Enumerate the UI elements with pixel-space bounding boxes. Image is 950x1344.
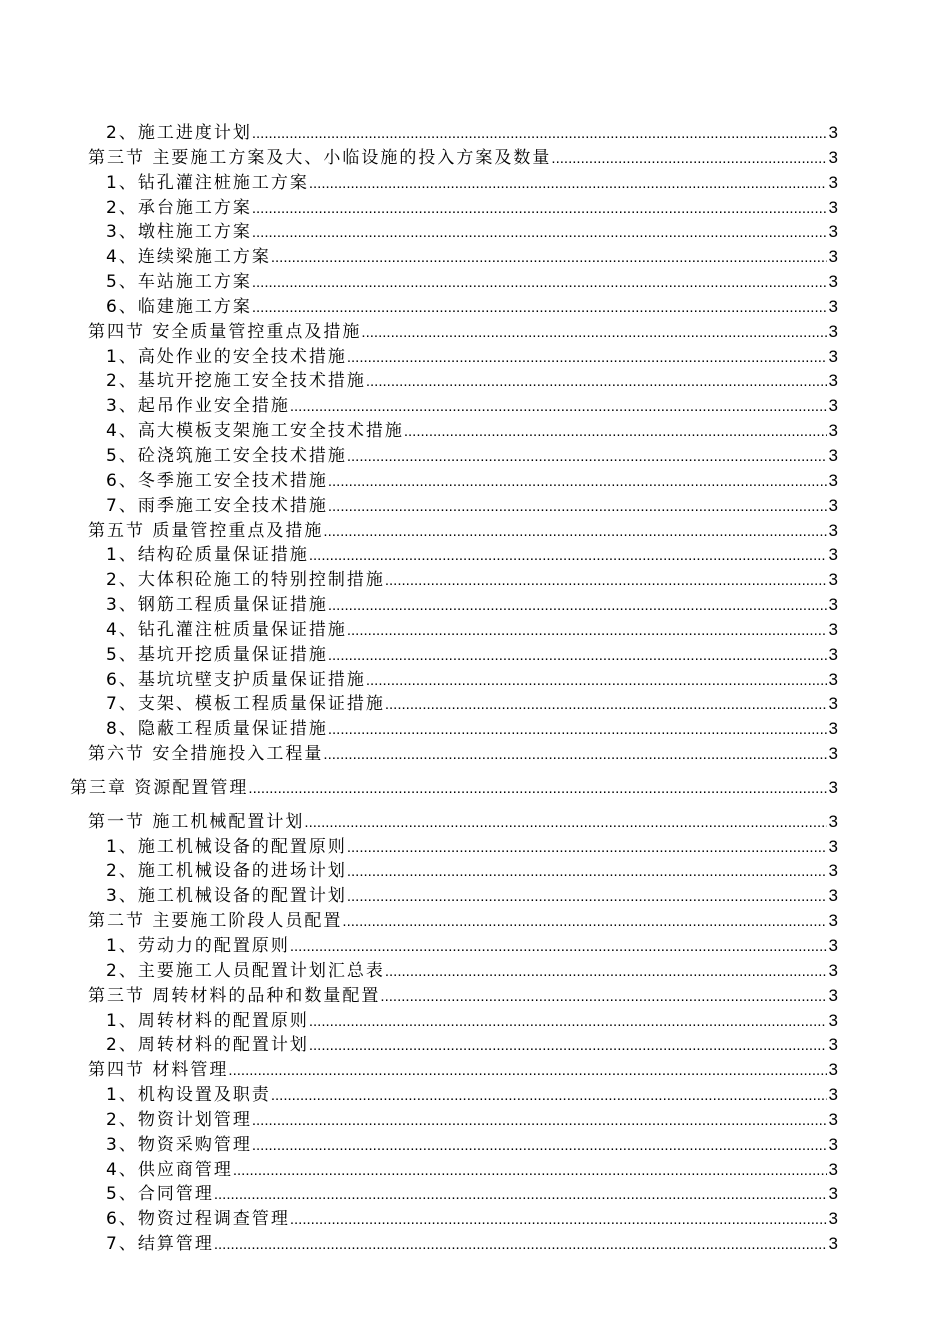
toc-item-entry[interactable] bbox=[0, 295, 950, 320]
toc-page-number: 3 bbox=[828, 421, 838, 441]
toc-dot-leader bbox=[252, 197, 827, 222]
toc-item-entry[interactable] bbox=[0, 1207, 950, 1232]
toc-entry-title: 2、施工进度计划 bbox=[106, 123, 252, 143]
toc-dot-leader bbox=[366, 669, 827, 694]
toc-item-entry[interactable] bbox=[0, 1108, 950, 1133]
toc-dot-leader bbox=[252, 1134, 827, 1159]
toc-section-entry[interactable] bbox=[0, 984, 950, 1009]
toc-dot-leader bbox=[233, 1159, 827, 1184]
toc-entry-title: 1、高处作业的安全技术措施 bbox=[106, 346, 347, 367]
toc-item-entry[interactable] bbox=[0, 593, 950, 618]
toc-item-entry[interactable] bbox=[0, 196, 950, 221]
toc-page-number: 3 bbox=[828, 694, 838, 714]
toc-entry-title: 5、基坑开挖质量保证措施 bbox=[106, 644, 328, 665]
toc-item-entry[interactable] bbox=[0, 884, 950, 909]
toc-item-entry[interactable] bbox=[0, 568, 950, 593]
toc-dot-leader bbox=[290, 395, 827, 420]
toc-entry-title: 4、供应商管理 bbox=[106, 1159, 233, 1180]
toc-entry-title: 2、施工机械设备的进场计划 bbox=[106, 861, 347, 882]
toc-dot-leader bbox=[248, 777, 826, 802]
toc-dot-leader bbox=[290, 935, 827, 960]
toc-page-number: 3 bbox=[828, 960, 838, 980]
toc-chapter-entry[interactable] bbox=[0, 776, 950, 801]
toc-section-entry[interactable] bbox=[0, 909, 950, 934]
toc-entry-title: 2、主要施工人员配置计划汇总表 bbox=[106, 960, 385, 981]
toc-dot-leader bbox=[214, 1233, 827, 1258]
toc-page-number: 3 bbox=[828, 545, 838, 565]
toc-dot-leader bbox=[366, 370, 827, 395]
toc-entry-title: 第二节 主要施工阶段人员配置 bbox=[88, 911, 343, 932]
toc-entry-title: 2、基坑开挖施工安全技术措施 bbox=[106, 371, 366, 392]
toc-entry-title: 1、机构设置及职责 bbox=[106, 1085, 271, 1106]
toc-dot-leader bbox=[347, 346, 827, 371]
toc-page-number: 3 bbox=[828, 836, 838, 856]
toc-dot-leader bbox=[252, 271, 827, 296]
toc-dot-leader bbox=[252, 122, 827, 147]
toc-entry-title: 第三节 周转材料的品种和数量配置 bbox=[88, 985, 381, 1006]
toc-section-entry[interactable] bbox=[0, 742, 950, 767]
toc-page-number: 3 bbox=[828, 495, 838, 515]
toc-entry-title: 1、周转材料的配置原则 bbox=[106, 1010, 309, 1031]
toc-item-entry[interactable] bbox=[0, 1083, 950, 1108]
toc-item-entry[interactable] bbox=[0, 1158, 950, 1183]
toc-item-entry[interactable] bbox=[0, 270, 950, 295]
toc-item-entry[interactable] bbox=[0, 1133, 950, 1158]
toc-page-number: 3 bbox=[828, 1209, 838, 1229]
toc-item-entry[interactable] bbox=[0, 692, 950, 717]
toc-entry-title: 6、冬季施工安全技术措施 bbox=[106, 470, 328, 491]
toc-page-number: 3 bbox=[828, 296, 838, 316]
toc-dot-leader bbox=[309, 544, 827, 569]
toc-item-entry[interactable] bbox=[0, 171, 950, 196]
toc-entry-title: 5、车站施工方案 bbox=[106, 272, 252, 293]
toc-page-number: 3 bbox=[828, 1060, 838, 1080]
toc-entry-title: 1、劳动力的配置原则 bbox=[106, 936, 290, 956]
toc-page-number: 3 bbox=[828, 1159, 838, 1179]
toc-page-number: 3 bbox=[828, 1184, 838, 1204]
toc-page-number: 3 bbox=[828, 1109, 838, 1129]
toc-dot-leader bbox=[323, 520, 826, 545]
toc-entry-title: 第六节 安全措施投入工程量 bbox=[88, 744, 324, 765]
toc-item-entry[interactable] bbox=[0, 835, 950, 860]
toc-entry-title: 3、钢筋工程质量保证措施 bbox=[106, 595, 328, 616]
toc-page-number: 3 bbox=[828, 669, 838, 689]
toc-section-entry[interactable] bbox=[0, 320, 950, 345]
toc-entry-title: 第五节 质量管控重点及措施 bbox=[88, 520, 324, 541]
toc-page-number: 3 bbox=[828, 321, 838, 341]
toc-dot-leader bbox=[385, 569, 827, 594]
toc-entry-title: 2、大体积砼施工的特别控制措施 bbox=[106, 570, 385, 591]
toc-page-number: 3 bbox=[828, 570, 838, 590]
table-of-contents bbox=[0, 121, 950, 1257]
toc-page-number: 3 bbox=[828, 1234, 838, 1254]
toc-entry-title: 2、承台施工方案 bbox=[106, 197, 252, 218]
toc-dot-leader bbox=[328, 495, 827, 520]
toc-page-number: 3 bbox=[828, 272, 838, 292]
toc-dot-leader bbox=[271, 1084, 827, 1109]
toc-page-number: 3 bbox=[828, 1085, 838, 1105]
toc-dot-leader bbox=[385, 693, 827, 718]
toc-page-number: 3 bbox=[828, 172, 838, 192]
toc-item-entry[interactable] bbox=[0, 369, 950, 394]
toc-dot-leader bbox=[214, 1183, 827, 1208]
toc-item-entry[interactable] bbox=[0, 245, 950, 270]
toc-entry-title: 4、高大模板支架施工安全技术措施 bbox=[106, 421, 404, 442]
toc-entry-title: 3、墩柱施工方案 bbox=[106, 222, 252, 243]
toc-item-entry[interactable] bbox=[0, 220, 950, 245]
toc-entry-title: 2、物资计划管理 bbox=[106, 1109, 252, 1130]
toc-dot-leader bbox=[309, 1010, 827, 1035]
toc-entry-title: 4、钻孔灌注桩质量保证措施 bbox=[106, 619, 347, 640]
toc-entry-title: 第一节 施工机械配置计划 bbox=[88, 811, 305, 832]
toc-item-entry[interactable] bbox=[0, 1182, 950, 1207]
toc-item-entry[interactable] bbox=[0, 394, 950, 419]
toc-entry-title: 1、施工机械设备的配置原则 bbox=[106, 836, 347, 857]
toc-dot-leader bbox=[347, 445, 827, 470]
toc-dot-leader bbox=[551, 147, 826, 172]
toc-dot-leader bbox=[271, 246, 827, 271]
toc-page-number: 3 bbox=[828, 346, 838, 366]
toc-dot-leader bbox=[347, 860, 827, 885]
toc-entry-title: 3、物资采购管理 bbox=[106, 1134, 252, 1155]
toc-entry-title: 7、支架、模板工程质量保证措施 bbox=[106, 694, 385, 715]
toc-dot-leader bbox=[347, 619, 827, 644]
toc-section-entry[interactable] bbox=[0, 519, 950, 544]
toc-section-entry[interactable] bbox=[0, 810, 950, 835]
toc-dot-leader bbox=[252, 221, 827, 246]
toc-entry-title: 6、基坑坑壁支护质量保证措施 bbox=[106, 669, 366, 690]
toc-dot-leader bbox=[323, 743, 826, 768]
toc-page-number: 3 bbox=[828, 644, 838, 664]
toc-entry-title: 3、起吊作业安全措施 bbox=[106, 396, 290, 417]
toc-page-number: 3 bbox=[828, 396, 838, 416]
toc-page-number: 3 bbox=[828, 520, 838, 540]
toc-item-entry[interactable] bbox=[0, 717, 950, 742]
toc-item-entry[interactable] bbox=[0, 1033, 950, 1058]
toc-dot-leader bbox=[228, 1059, 826, 1084]
toc-entry-title: 1、钻孔灌注桩施工方案 bbox=[106, 172, 309, 193]
toc-dot-leader bbox=[252, 1109, 827, 1134]
toc-item-entry[interactable] bbox=[0, 668, 950, 693]
toc-entry-title: 5、砼浇筑施工安全技术措施 bbox=[106, 445, 347, 466]
toc-item-entry[interactable] bbox=[0, 419, 950, 444]
toc-dot-leader bbox=[328, 594, 827, 619]
toc-page-number: 3 bbox=[828, 886, 838, 906]
toc-page-number: 3 bbox=[828, 222, 838, 242]
toc-dot-leader bbox=[309, 172, 827, 197]
toc-item-entry[interactable] bbox=[0, 444, 950, 469]
toc-item-entry[interactable] bbox=[0, 1009, 950, 1034]
toc-item-entry[interactable] bbox=[0, 1232, 950, 1257]
toc-page-number: 3 bbox=[828, 147, 838, 167]
toc-page-number: 3 bbox=[828, 197, 838, 217]
toc-dot-leader bbox=[304, 811, 826, 836]
toc-item-entry[interactable] bbox=[0, 934, 950, 959]
toc-entry-title: 2、周转材料的配置计划 bbox=[106, 1035, 309, 1056]
toc-item-entry[interactable] bbox=[0, 618, 950, 643]
toc-page-number: 3 bbox=[828, 470, 838, 490]
toc-entry-title: 第三章 资源配置管理 bbox=[70, 777, 249, 798]
toc-dot-leader bbox=[342, 910, 826, 935]
toc-page-number: 3 bbox=[828, 936, 838, 955]
toc-entry-title: 5、合同管理 bbox=[106, 1184, 214, 1205]
toc-dot-leader bbox=[328, 644, 827, 669]
toc-page-number: 3 bbox=[828, 861, 838, 881]
toc-entry-title: 4、连续梁施工方案 bbox=[106, 247, 271, 268]
toc-entry-title: 第四节 安全质量管控重点及措施 bbox=[88, 321, 362, 342]
toc-section-entry[interactable] bbox=[0, 1058, 950, 1083]
toc-section-entry[interactable] bbox=[0, 146, 950, 171]
toc-entry-title: 6、临建施工方案 bbox=[106, 296, 252, 317]
toc-page-number: 3 bbox=[828, 595, 838, 615]
toc-page-number: 3 bbox=[828, 985, 838, 1005]
toc-page-number: 3 bbox=[828, 811, 838, 831]
toc-page-number: 3 bbox=[828, 1010, 838, 1030]
toc-dot-leader bbox=[328, 718, 827, 743]
toc-item-entry[interactable] bbox=[0, 121, 950, 146]
toc-dot-leader bbox=[290, 1208, 827, 1233]
toc-dot-leader bbox=[385, 960, 827, 985]
toc-entry-title: 1、结构砼质量保证措施 bbox=[106, 545, 309, 566]
toc-page-number: 3 bbox=[828, 777, 838, 797]
toc-page-number: 3 bbox=[828, 1134, 838, 1154]
toc-entry-title: 6、物资过程调查管理 bbox=[106, 1209, 290, 1230]
toc-dot-leader bbox=[380, 985, 826, 1010]
toc-page-number: 3 bbox=[828, 123, 838, 142]
toc-item-entry[interactable] bbox=[0, 959, 950, 984]
toc-item-entry[interactable] bbox=[0, 859, 950, 884]
toc-item-entry[interactable] bbox=[0, 643, 950, 668]
toc-entry-title: 3、施工机械设备的配置计划 bbox=[106, 886, 347, 907]
toc-entry-title: 7、结算管理 bbox=[106, 1234, 214, 1255]
toc-item-entry[interactable] bbox=[0, 543, 950, 568]
toc-page-number: 3 bbox=[828, 1035, 838, 1055]
toc-item-entry[interactable] bbox=[0, 494, 950, 519]
toc-page-number: 3 bbox=[828, 445, 838, 465]
toc-page-number: 3 bbox=[828, 247, 838, 267]
toc-page-number: 3 bbox=[828, 911, 838, 931]
toc-entry-title: 第三节 主要施工方案及大、小临设施的投入方案及数量 bbox=[88, 147, 552, 168]
toc-dot-leader bbox=[347, 836, 827, 861]
toc-entry-title: 第四节 材料管理 bbox=[88, 1060, 229, 1081]
toc-dot-leader bbox=[347, 885, 827, 910]
toc-dot-leader bbox=[404, 420, 827, 445]
toc-dot-leader bbox=[328, 470, 827, 495]
toc-page-number: 3 bbox=[828, 371, 838, 391]
toc-item-entry[interactable] bbox=[0, 345, 950, 370]
toc-dot-leader bbox=[309, 1034, 827, 1059]
toc-page-number: 3 bbox=[828, 744, 838, 764]
toc-page-number: 3 bbox=[828, 619, 838, 639]
toc-dot-leader bbox=[361, 321, 826, 346]
toc-item-entry[interactable] bbox=[0, 469, 950, 494]
toc-entry-title: 7、雨季施工安全技术措施 bbox=[106, 495, 328, 516]
toc-page-number: 3 bbox=[828, 719, 838, 739]
toc-entry-title: 8、隐蔽工程质量保证措施 bbox=[106, 719, 328, 740]
toc-dot-leader bbox=[252, 296, 827, 321]
